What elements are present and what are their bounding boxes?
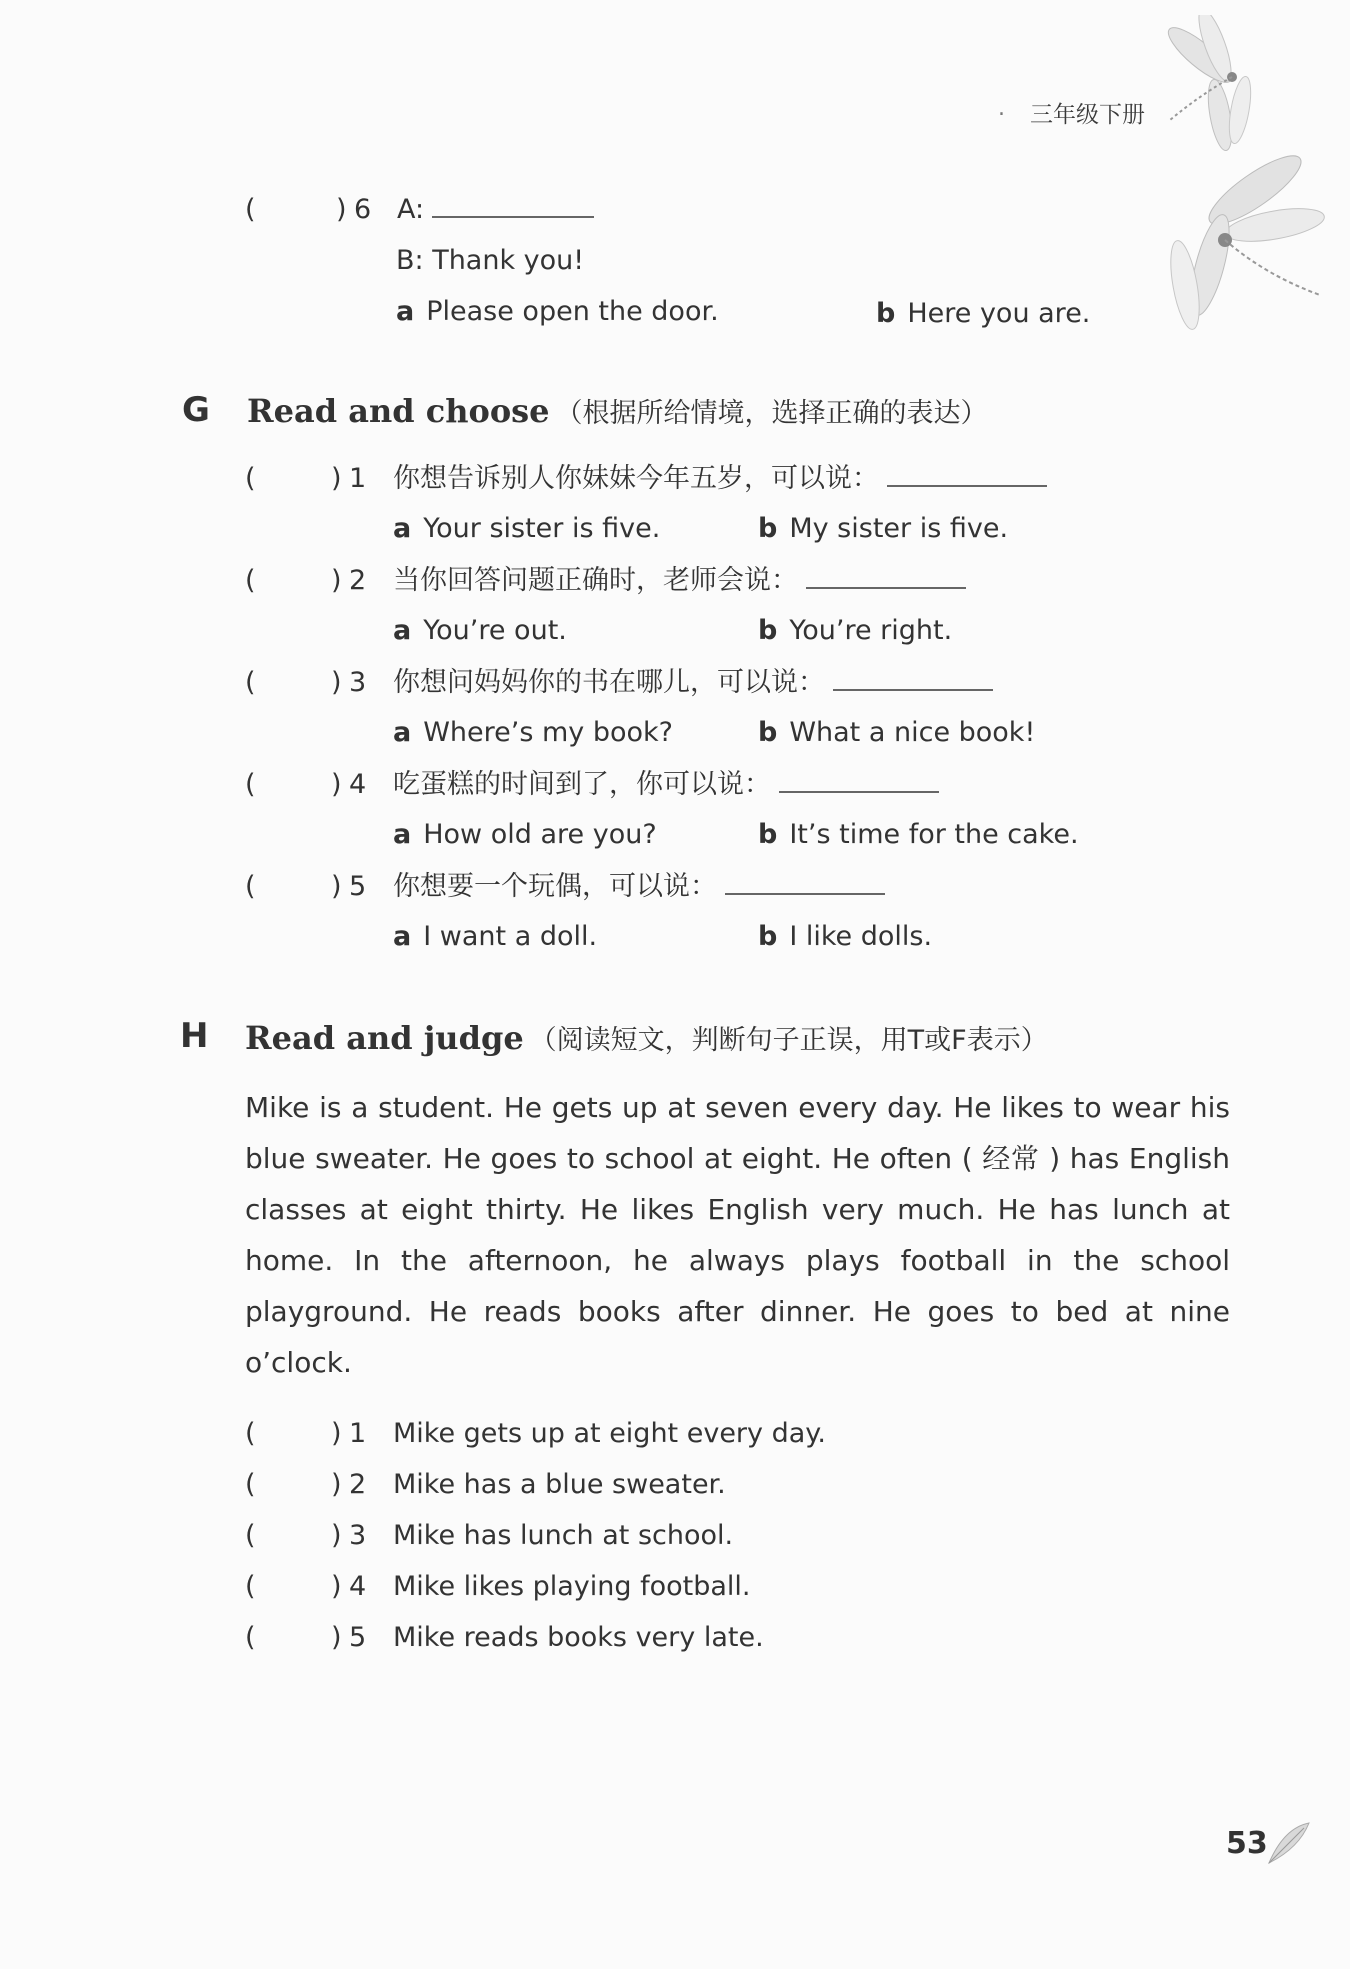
answer-paren-open[interactable]: ( xyxy=(245,1418,256,1449)
answer-paren-open[interactable]: ( xyxy=(245,667,256,698)
option-text: My sister is five. xyxy=(789,513,1009,544)
item-question xyxy=(393,561,966,601)
g-item-2 xyxy=(245,561,1205,601)
option-letter: a xyxy=(393,921,412,952)
option-letter: b xyxy=(758,819,778,850)
g-item-1-option-a xyxy=(393,509,660,549)
option-text: You’re right. xyxy=(789,615,953,646)
option-letter: a xyxy=(393,615,412,646)
item-number: 6 xyxy=(354,194,372,225)
item-number: 2 xyxy=(349,1469,367,1500)
section-g-title xyxy=(247,391,988,430)
option-letter: b xyxy=(758,615,778,646)
answer-paren-open[interactable]: ( xyxy=(245,1469,256,1500)
answer-paren-close: ) xyxy=(331,769,342,800)
statement-text: Mike reads books very late. xyxy=(393,1622,764,1653)
h-item-5 xyxy=(245,1618,1145,1658)
dragonfly-bottom-icon xyxy=(1155,145,1325,355)
answer-paren-open[interactable]: ( xyxy=(245,1520,256,1551)
answer-paren-open[interactable]: ( xyxy=(245,463,256,494)
answer-blank[interactable] xyxy=(887,459,1047,487)
statement-text: Mike likes playing football. xyxy=(393,1571,751,1602)
answer-paren-close: ) xyxy=(331,667,342,698)
item-number: 3 xyxy=(349,667,367,698)
question-text: 当你回答问题正确时，老师会说： xyxy=(393,565,798,596)
option-letter: b xyxy=(876,298,896,329)
answer-blank[interactable] xyxy=(806,561,966,589)
page-number: 53 xyxy=(1226,1826,1268,1861)
g-item-1 xyxy=(245,459,1205,499)
option-letter: b xyxy=(758,717,778,748)
option-letter: b xyxy=(758,513,778,544)
answer-paren-open[interactable]: ( xyxy=(245,1622,256,1653)
answer-paren-close: ) xyxy=(331,1622,342,1653)
g-item-5 xyxy=(245,867,1205,907)
section-h-title xyxy=(245,1018,1048,1057)
section-h-subtitle: （阅读短文，判断句子正误，用T或F表示） xyxy=(529,1025,1048,1056)
item-question xyxy=(393,663,993,703)
f-reply: B: Thank you! xyxy=(396,245,585,276)
item-question xyxy=(393,459,1047,499)
h-item-3 xyxy=(245,1516,1145,1556)
option-letter: a xyxy=(393,819,412,850)
g-item-5-option-b xyxy=(758,917,932,957)
g-item-2-option-b xyxy=(758,611,952,651)
question-text: 你想问妈妈你的书在哪儿，可以说： xyxy=(393,667,825,698)
item-question xyxy=(393,765,939,805)
option-text: What a nice book! xyxy=(789,717,1036,748)
answer-paren-open[interactable]: ( xyxy=(245,871,256,902)
item-number: 4 xyxy=(349,1571,367,1602)
option-text: Your sister is five. xyxy=(423,513,661,544)
g-item-4 xyxy=(245,765,1205,805)
answer-paren-open[interactable]: ( xyxy=(245,769,256,800)
statement-text: Mike gets up at eight every day. xyxy=(393,1418,826,1449)
answer-blank[interactable] xyxy=(725,867,885,895)
g-item-3 xyxy=(245,663,1205,703)
section-g-title-text: Read and choose xyxy=(247,392,550,430)
section-g-subtitle: （根据所给情境，选择正确的表达） xyxy=(555,398,988,429)
option-text: Please open the door. xyxy=(426,296,719,327)
item-number: 5 xyxy=(349,871,367,902)
answer-blank[interactable] xyxy=(779,765,939,793)
g-item-1-option-b xyxy=(758,509,1008,549)
item-prompt xyxy=(397,190,594,230)
section-h-title-text: Read and judge xyxy=(245,1019,524,1057)
h-item-1 xyxy=(245,1414,1145,1454)
header-dot: . xyxy=(998,96,1005,121)
item-number: 2 xyxy=(349,565,367,596)
statement-text: Mike has lunch at school. xyxy=(393,1520,734,1551)
g-item-4-option-b xyxy=(758,815,1079,855)
statement-text: Mike has a blue sweater. xyxy=(393,1469,726,1500)
f-option-b xyxy=(876,294,1090,334)
g-item-2-option-a xyxy=(393,611,567,651)
option-text: You’re out. xyxy=(423,615,567,646)
item-number: 1 xyxy=(349,1418,367,1449)
answer-paren-open[interactable]: ( xyxy=(245,565,256,596)
dragonfly-top-icon xyxy=(1160,15,1270,155)
question-text: 你想告诉别人你妹妹今年五岁，可以说： xyxy=(393,463,879,494)
section-g-letter: G xyxy=(182,390,210,430)
g-item-4-option-a xyxy=(393,815,657,855)
h-item-4 xyxy=(245,1567,1145,1607)
item-number: 5 xyxy=(349,1622,367,1653)
question-text: 吃蛋糕的时间到了，你可以说： xyxy=(393,769,771,800)
reading-passage: Mike is a student. He gets up at seven every day. He likes to wear his blue sweater. He goes to school at eight. He often ( 经常 ) has English classes at eight thirty. He likes English very much. He has lunch at home. In the afternoon, he always plays football in the school playground. He reads books after dinner. He goes to bed at nine o’clock. xyxy=(245,1091,1230,1379)
g-item-3-option-a xyxy=(393,713,673,753)
answer-blank[interactable] xyxy=(432,190,594,218)
option-text: I want a doll. xyxy=(423,921,598,952)
answer-paren-close: ) xyxy=(331,1571,342,1602)
answer-paren-open: ( xyxy=(245,194,256,225)
answer-paren-close: ) xyxy=(331,463,342,494)
option-letter: b xyxy=(758,921,778,952)
g-item-3-option-b xyxy=(758,713,1035,753)
prompt-text: A: xyxy=(397,194,425,225)
question-text: 你想要一个玩偶，可以说： xyxy=(393,871,717,902)
answer-paren-close: ) xyxy=(331,871,342,902)
item-number: 4 xyxy=(349,769,367,800)
item-number: 3 xyxy=(349,1520,367,1551)
item-question xyxy=(393,867,885,907)
f-item-6 xyxy=(245,190,1145,230)
answer-paren-close: ) xyxy=(331,565,342,596)
f-option-a xyxy=(396,292,719,332)
option-text: It’s time for the cake. xyxy=(789,819,1079,850)
option-letter: a xyxy=(393,513,412,544)
option-text: How old are you? xyxy=(423,819,657,850)
leaf-icon xyxy=(1264,1818,1314,1868)
g-item-5-option-a xyxy=(393,917,597,957)
option-letter: a xyxy=(396,296,415,327)
option-text: Where’s my book? xyxy=(423,717,674,748)
option-letter: a xyxy=(393,717,412,748)
option-text: I like dolls. xyxy=(789,921,933,952)
grade-label: 三年级下册 xyxy=(1030,102,1145,128)
item-number: 1 xyxy=(349,463,367,494)
answer-paren-close: ) xyxy=(331,1469,342,1500)
answer-paren-close: ) xyxy=(331,1520,342,1551)
answer-blank[interactable] xyxy=(833,663,993,691)
option-text: Here you are. xyxy=(907,298,1091,329)
answer-paren-close: ) xyxy=(331,1418,342,1449)
section-h-letter: H xyxy=(180,1016,209,1056)
answer-paren-open[interactable]: ( xyxy=(245,1571,256,1602)
h-item-2 xyxy=(245,1465,1145,1505)
answer-paren-close: ) xyxy=(336,194,347,225)
